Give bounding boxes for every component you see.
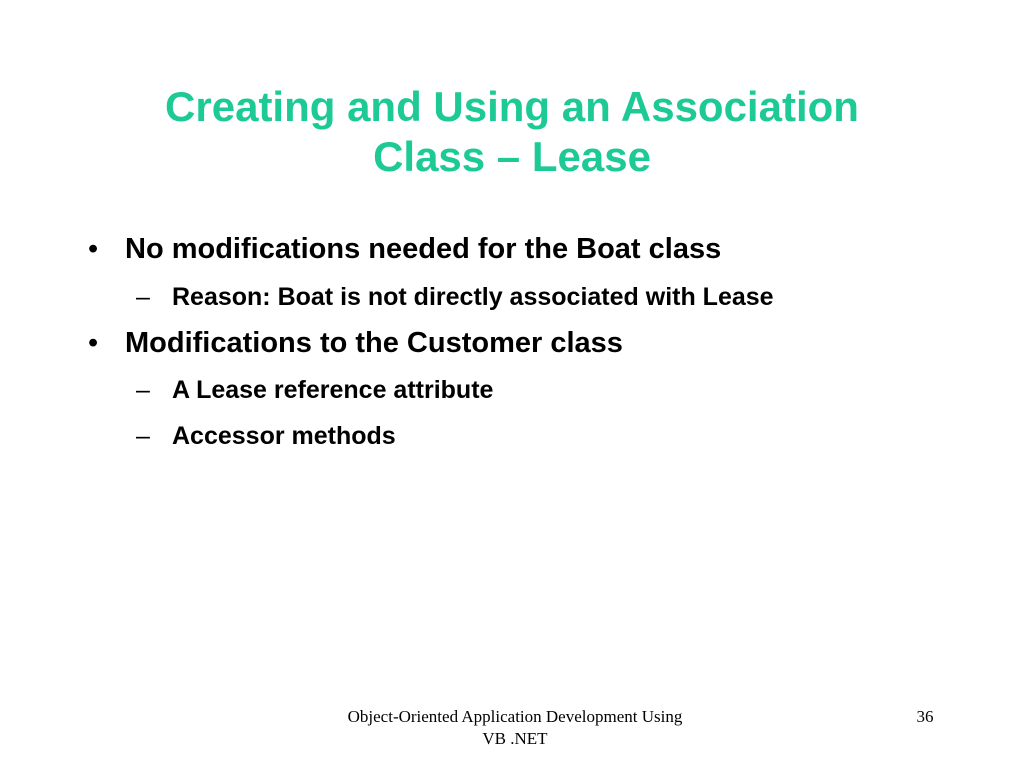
- sub-bullet-text: Reason: Boat is not directly associated with Lease: [172, 283, 774, 311]
- sub-bullet-text: Accessor methods: [172, 422, 396, 450]
- bullet-text: No modifications needed for the Boat class: [125, 233, 722, 265]
- footer-line-1: Object-Oriented Application Development Using: [347, 707, 683, 726]
- dash-icon: –: [136, 422, 150, 450]
- sub-bullet-text: A Lease reference attribute: [172, 376, 494, 404]
- slide-footer: [300, 706, 730, 750]
- dash-icon: –: [136, 376, 150, 404]
- bullet-text: Modifications to the Customer class: [125, 327, 623, 359]
- dash-icon: –: [136, 283, 150, 311]
- bullet-icon: •: [88, 233, 99, 265]
- page-number: 36: [916, 707, 934, 726]
- bullet-icon: •: [88, 327, 99, 359]
- slide-title-line-2: Class – Lease: [373, 133, 651, 180]
- footer-line-2: VB .NET: [482, 729, 548, 748]
- slide-title-line-1: Creating and Using an Association: [165, 83, 859, 130]
